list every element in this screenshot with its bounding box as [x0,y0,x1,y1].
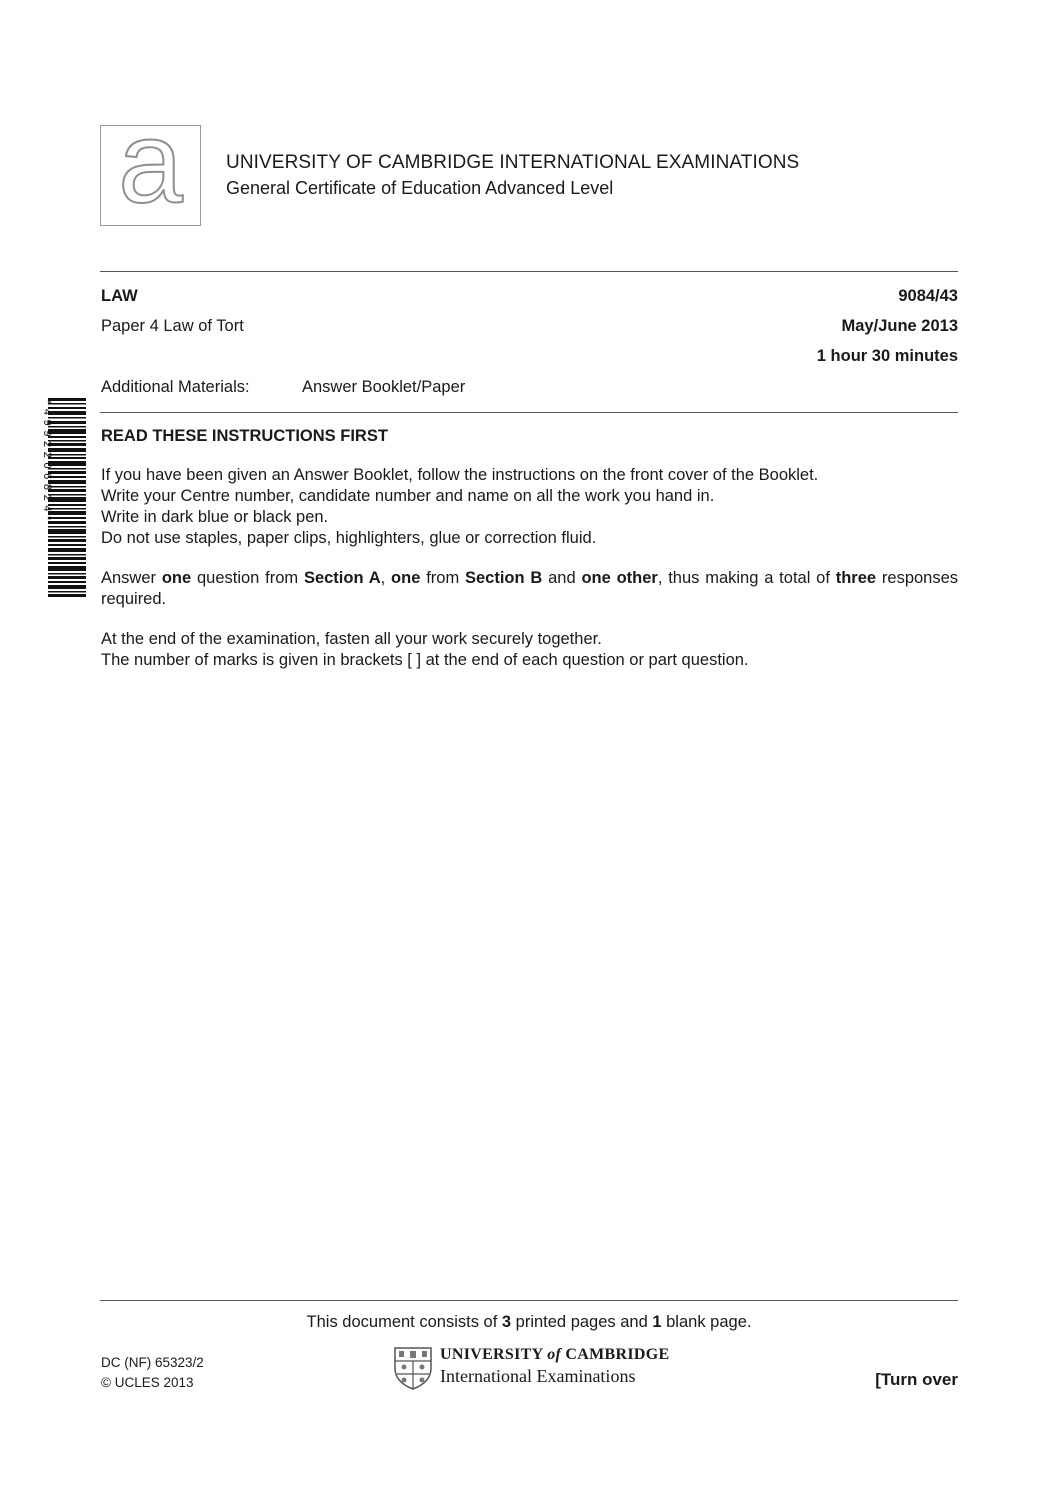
footer-divider [100,1300,958,1301]
paper-title: Paper 4 Law of Tort [101,317,244,335]
header-divider [100,271,958,272]
page-count-note: This document consists of 3 printed pages and 1 blank page. [306,1313,752,1331]
instruction-line: If you have been given an Answer Booklet, follow the instructions on the front cover of the Booklet. [101,466,819,484]
instructions-heading: READ THESE INSTRUCTIONS FIRST [101,427,388,445]
closing-line: At the end of the examination, fasten all your work securely together. [101,630,602,648]
logo-letter: a [118,97,183,227]
instruction-line: Do not use staples, paper clips, highlighters, glue or correction fluid. [101,529,597,547]
instruction-line: Write in dark blue or black pen. [101,508,329,526]
exam-session: May/June 2013 [841,317,958,335]
cambridge-wordmark-sub: International Examinations [440,1366,636,1386]
subject: LAW [101,287,138,305]
materials-label: Additional Materials: [101,378,250,396]
closing-line: The number of marks is given in brackets [ ] at the end of each question or part question. [101,651,749,669]
cambridge-crest-icon [393,1346,433,1390]
cambridge-wordmark: UNIVERSITY of CAMBRIDGE [440,1346,670,1363]
organisation-name: UNIVERSITY OF CAMBRIDGE INTERNATIONAL EXAMINATIONS [226,152,800,173]
turn-over-label: [Turn over [875,1370,958,1389]
exam-duration: 1 hour 30 minutes [816,347,958,365]
cie-logo [100,97,201,227]
barcode-graphic [40,398,86,598]
answer-instruction: Answer one question from Section A, one from Section B and one other, thus making a total of three responses required. [101,569,959,608]
info-divider [100,412,958,413]
instruction-line: Write your Centre number, candidate number and name on all the work you hand in. [101,487,715,505]
candidate-barcode [40,398,86,598]
syllabus-code: 9084/43 [898,287,958,305]
copyright-notice: © UCLES 2013 [101,1375,194,1390]
document-reference: DC (NF) 65323/2 [101,1355,204,1370]
materials-value: Answer Booklet/Paper [302,378,466,396]
barcode-text: *4992206824* [41,400,53,525]
instructions-section [101,426,958,671]
qualification-name: General Certificate of Education Advanced Level [226,178,614,198]
